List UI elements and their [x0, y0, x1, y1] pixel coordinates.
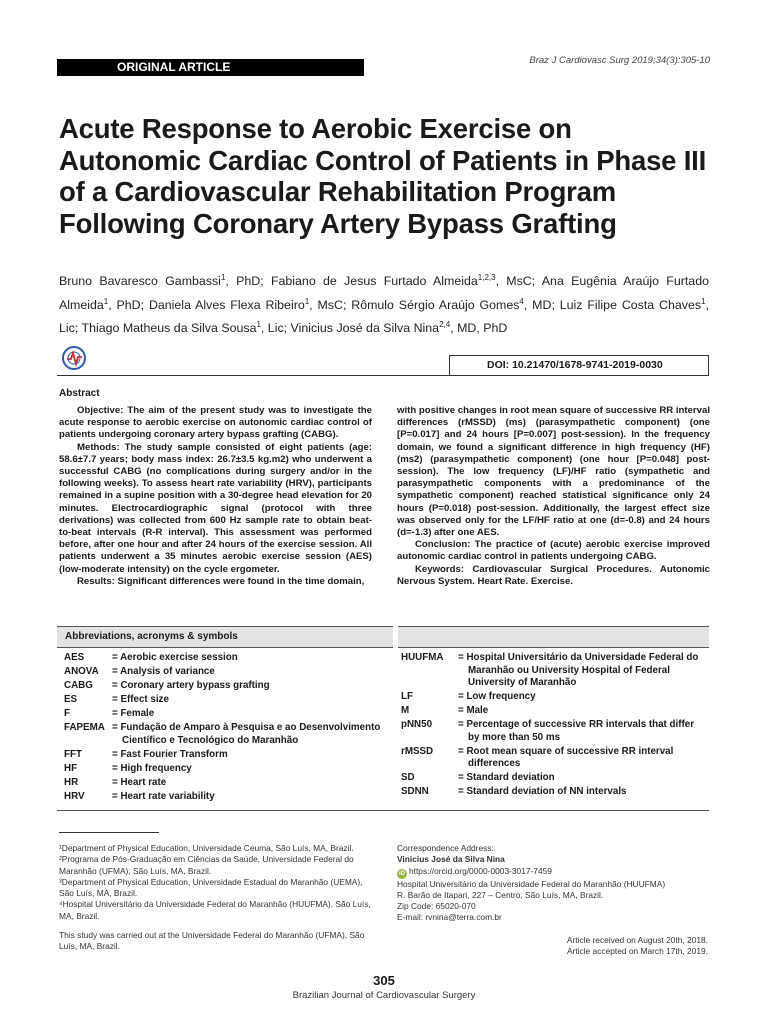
abbreviation-row	[64, 652, 384, 665]
article-dates	[567, 935, 708, 958]
author-affiliation-mark: 1	[701, 296, 706, 306]
correspondence-heading: Correspondence Address:	[397, 843, 494, 853]
correspondence-address	[397, 843, 712, 924]
abbreviation-row	[64, 777, 384, 790]
abbreviation-definition: = Standard deviation of NN intervals	[458, 786, 627, 797]
abbreviation-term: FFT	[64, 748, 82, 760]
article-title: Acute Response to Aerobic Exercise on Autonomic Cardiac Control of Patients in Phase III of a Cardiovascular Rehabilitation Program Following Coronary Artery Bypass Grafting	[59, 113, 707, 239]
abbreviation-definition: = Analysis of variance	[112, 666, 215, 677]
abbreviation-term: pNN50	[401, 719, 433, 730]
abbreviation-term: M	[401, 705, 410, 716]
abbreviations-column-gap	[393, 626, 398, 811]
abstract-methods: Methods: The study sample consisted of eight patients (age: 58.6±7.7 years; body mass index: 26.7±3.5 kg.m2) who underwent a successful CABG (no complications during surgery and/or in the following weeks). To assess heart rate variability (HRV), participants remained in a supine position with a 30-degree head elevation for 20 minutes. Electrocardiographic signal (protocol with three derivations) was collected from 600 Hz sample rate to obtain beat-to-beat intervals (R-R interval). This assessment was performed before, after one hour and after 24 hours of the exercise session. All patients underwent a 35 minutes aerobic exercise session (AES) (low-moderate intensity) on the cycle ergometer.	[59, 441, 372, 575]
abbreviation-definition: = High frequency	[112, 762, 192, 774]
abbreviations-left-column	[64, 652, 384, 805]
abstract-keywords: Keywords: Cardiovascular Surgical Procedures. Autonomic Nervous System. Heart Rate. Exercise.	[397, 563, 710, 587]
abbreviation-definition: = Effect size	[112, 694, 169, 705]
abbreviation-term: rMSSD	[401, 745, 434, 757]
abbreviation-row	[64, 722, 384, 747]
orcid-link[interactable]: https://orcid.org/0000-0003-3017-7459	[409, 865, 552, 876]
abbreviation-term: SDNN	[401, 786, 429, 797]
author-degree: , MD, PhD	[450, 321, 508, 336]
author-list	[59, 268, 709, 339]
doi-box[interactable]	[449, 355, 709, 376]
author-name: Vinicius José da Silva Nina	[290, 321, 440, 336]
abbreviation-term: HRV	[64, 790, 85, 802]
abbreviation-definition: = Low frequency	[458, 691, 536, 702]
correspondence-line: R. Barão de Itapari, 227 – Centro, São Luís, MA, Brazil.	[397, 889, 604, 900]
orcid-icon: iD	[399, 870, 405, 877]
abbreviation-row	[64, 666, 384, 679]
author-name: Rômulo Sérgio Araújo Gomes	[351, 297, 520, 312]
author-name: Thiago Matheus da Silva Sousa	[81, 321, 257, 336]
author-name: Fabiano de Jesus Furtado Almeida	[270, 274, 478, 289]
abbreviation-row	[64, 680, 384, 693]
abbreviation-definition: = Fundação de Amparo à Pesquisa e ao Desenvolvimento Científico e Tecnológico do Maranhão	[112, 722, 381, 746]
author-name: Luiz Filipe Costa Chaves	[559, 297, 702, 312]
abstract-conclusion: Conclusion: The practice of (acute) aerobic exercise improved autonomic cardiac control in patients undergoing CABG.	[397, 539, 710, 563]
abbreviation-term: ES	[64, 694, 78, 705]
author-name: Ana Eugênia Araújo Furtado Almeida	[59, 274, 709, 312]
author-degree: , MsC;	[309, 297, 352, 312]
abbreviation-row	[64, 708, 384, 721]
footnote-rule	[59, 832, 159, 833]
author-affiliation-mark: 1	[103, 296, 109, 306]
abstract-heading: Abstract	[59, 388, 100, 399]
author-degree: , PhD;	[108, 297, 149, 312]
abbreviation-term: AES	[64, 652, 85, 663]
author-affiliation-mark: 1	[256, 320, 261, 330]
abstract-objective: Objective: The aim of the present study was to investigate the acute response to aerobic exercise on autonomic cardiac control of patients undergoing coronary artery bypass grafting (CABG).	[59, 405, 372, 441]
abbreviation-definition: = Coronary artery bypass grafting	[112, 680, 270, 691]
author-affiliation-mark: 1	[220, 273, 226, 282]
journal-name: Brazilian Journal of Cardiovascular Surgery	[292, 990, 476, 1001]
abbreviation-term: HR	[64, 776, 79, 788]
abbreviation-row	[401, 786, 701, 799]
abbreviation-definition: = Standard deviation	[458, 772, 555, 783]
abbreviation-row	[401, 691, 701, 704]
doi-text[interactable]: DOI: 10.21470/1678-9741-2019-0030	[487, 359, 663, 371]
author-degree: , Lic;	[260, 321, 291, 336]
abstract-left-column	[59, 405, 372, 588]
abbreviation-row	[64, 749, 384, 762]
abbreviation-definition: = Aerobic exercise session	[112, 652, 238, 663]
correspondence-email[interactable]: E-mail: rvnina@terra.com.br	[397, 912, 502, 923]
affiliation-2: ²Programa de Pós-Graduação em Ciências da Saúde, Universidade Federal do Maranhão (UFMA), São Luís, MA, Brazil.	[59, 854, 354, 876]
abbreviation-term: HF	[64, 762, 78, 774]
orcid-line	[397, 866, 712, 879]
abbreviation-definition: = Fast Fourier Transform	[112, 748, 228, 760]
abbreviation-row	[401, 746, 701, 771]
author-degree: , PhD;	[225, 274, 271, 289]
author-affiliation-mark: 1	[304, 296, 310, 306]
affiliations	[59, 843, 374, 953]
abbreviation-definition: = Female	[112, 708, 155, 719]
article-type-badge: ORIGINAL ARTICLE	[57, 59, 364, 76]
correspondence-line: Zip Code: 65020-070	[397, 901, 476, 912]
abbreviations-title: Abbreviations, acronyms & symbols	[65, 631, 238, 642]
abbreviation-definition: = Hospital Universitário da Universidade Federal do Maranhão ou University Hospital of Federal University of Maranhão	[458, 652, 699, 688]
author-degree: , Lic;	[59, 297, 709, 336]
abbreviation-definition: = Percentage of successive RR intervals that differ by more than 50 ms	[458, 719, 695, 743]
correspondence-line: Hospital Universitário da Universidade Federal do Maranhão (HUUFMA)	[397, 878, 666, 889]
abbreviation-definition: = Male	[458, 705, 489, 716]
doi-rule	[57, 375, 449, 376]
author-name: Daniela Alves Flexa Ribeiro	[148, 297, 305, 312]
abbreviation-term: CABG	[64, 680, 93, 691]
abbreviation-term: FAPEMA	[64, 722, 105, 733]
received-date: Article received on August 20th, 2018.	[566, 935, 708, 945]
abbreviation-row	[64, 791, 384, 804]
abbreviation-term: ANOVA	[64, 666, 99, 677]
author-name: Bruno Bavaresco Gambassi	[59, 274, 221, 289]
abbreviations-bottom-rule	[57, 810, 709, 811]
author-affiliation-mark: 1,2,3	[477, 273, 496, 282]
abbreviations-header	[57, 626, 709, 647]
abbreviations-divider	[57, 647, 709, 648]
abbreviations-table	[57, 626, 709, 811]
accepted-date: Article accepted on March 17th, 2019.	[566, 946, 708, 957]
abbreviation-row	[64, 763, 384, 776]
affiliation-4: ⁴Hospital Universitário da Universidade Federal do Maranhão (HUUFMA), São Luís, MA, Brazil.	[59, 899, 371, 921]
author-degree: , MsC;	[495, 274, 542, 289]
author-affiliation-mark: 2,4	[439, 320, 451, 330]
abbreviation-term: HUUFMA	[401, 652, 444, 663]
abbreviation-row	[401, 652, 701, 690]
study-location-note: This study was carried out at the Universidade Federal do Maranhão (UFMA), São Luís, MA, Brazil.	[59, 930, 365, 952]
abstract-results-cont: with positive changes in root mean square of successive RR interval differences (rMSSD) (ms) (parasympathetic component) (one [P=0.017] and 24 hours [P=0.007] post-session). In the frequency domain, we found a significant difference in high frequency (HF) (ms2) (parasympathetic component) (one hour [P=0.048] post-session). The low frequency (LF)/HF ratio (sympathetic and parasympathetic components with a predominance of the sympathetic component) reached statistical significance only 24 hours (P=0.018) post-session. Additionally, the largest effect size was observed only for the LF/HF ratio at one (d=-0.8) and 24 hours (d=-1.3) after one AES.	[397, 405, 710, 539]
abbreviation-term: LF	[401, 691, 413, 702]
abbreviation-row	[401, 705, 701, 718]
abbreviation-definition: = Heart rate	[112, 776, 167, 788]
journal-logo-icon	[61, 345, 87, 371]
abbreviation-definition: = Root mean square of successive RR interval differences	[458, 745, 674, 769]
abbreviation-term: F	[64, 708, 70, 719]
affiliation-1: ¹Department of Physical Education, Universidade Ceuma, São Luís, MA, Brazil.	[59, 843, 354, 853]
abbreviation-term: SD	[401, 772, 415, 783]
author-degree: , MD;	[523, 297, 560, 312]
journal-citation: Braz J Cardiovasc Surg 2019;34(3):305-10	[529, 55, 710, 66]
page-number: 305	[373, 973, 395, 988]
correspondence-name: Vinicius José da Silva Nina	[397, 854, 505, 865]
author-affiliation-mark: 4	[519, 296, 524, 306]
abbreviation-row	[401, 772, 701, 785]
abbreviation-row	[401, 719, 701, 744]
abstract-results-start: Results: Significant differences were found in the time domain,	[77, 575, 365, 587]
abbreviation-definition: = Heart rate variability	[112, 790, 215, 802]
affiliation-3: ³Department of Physical Education, Universidade Estadual do Maranhão (UEMA), São Luís, MA, Brazil.	[59, 876, 363, 899]
abbreviations-right-column	[401, 652, 701, 800]
abbreviation-row	[64, 694, 384, 707]
abstract-right-column	[397, 405, 710, 588]
